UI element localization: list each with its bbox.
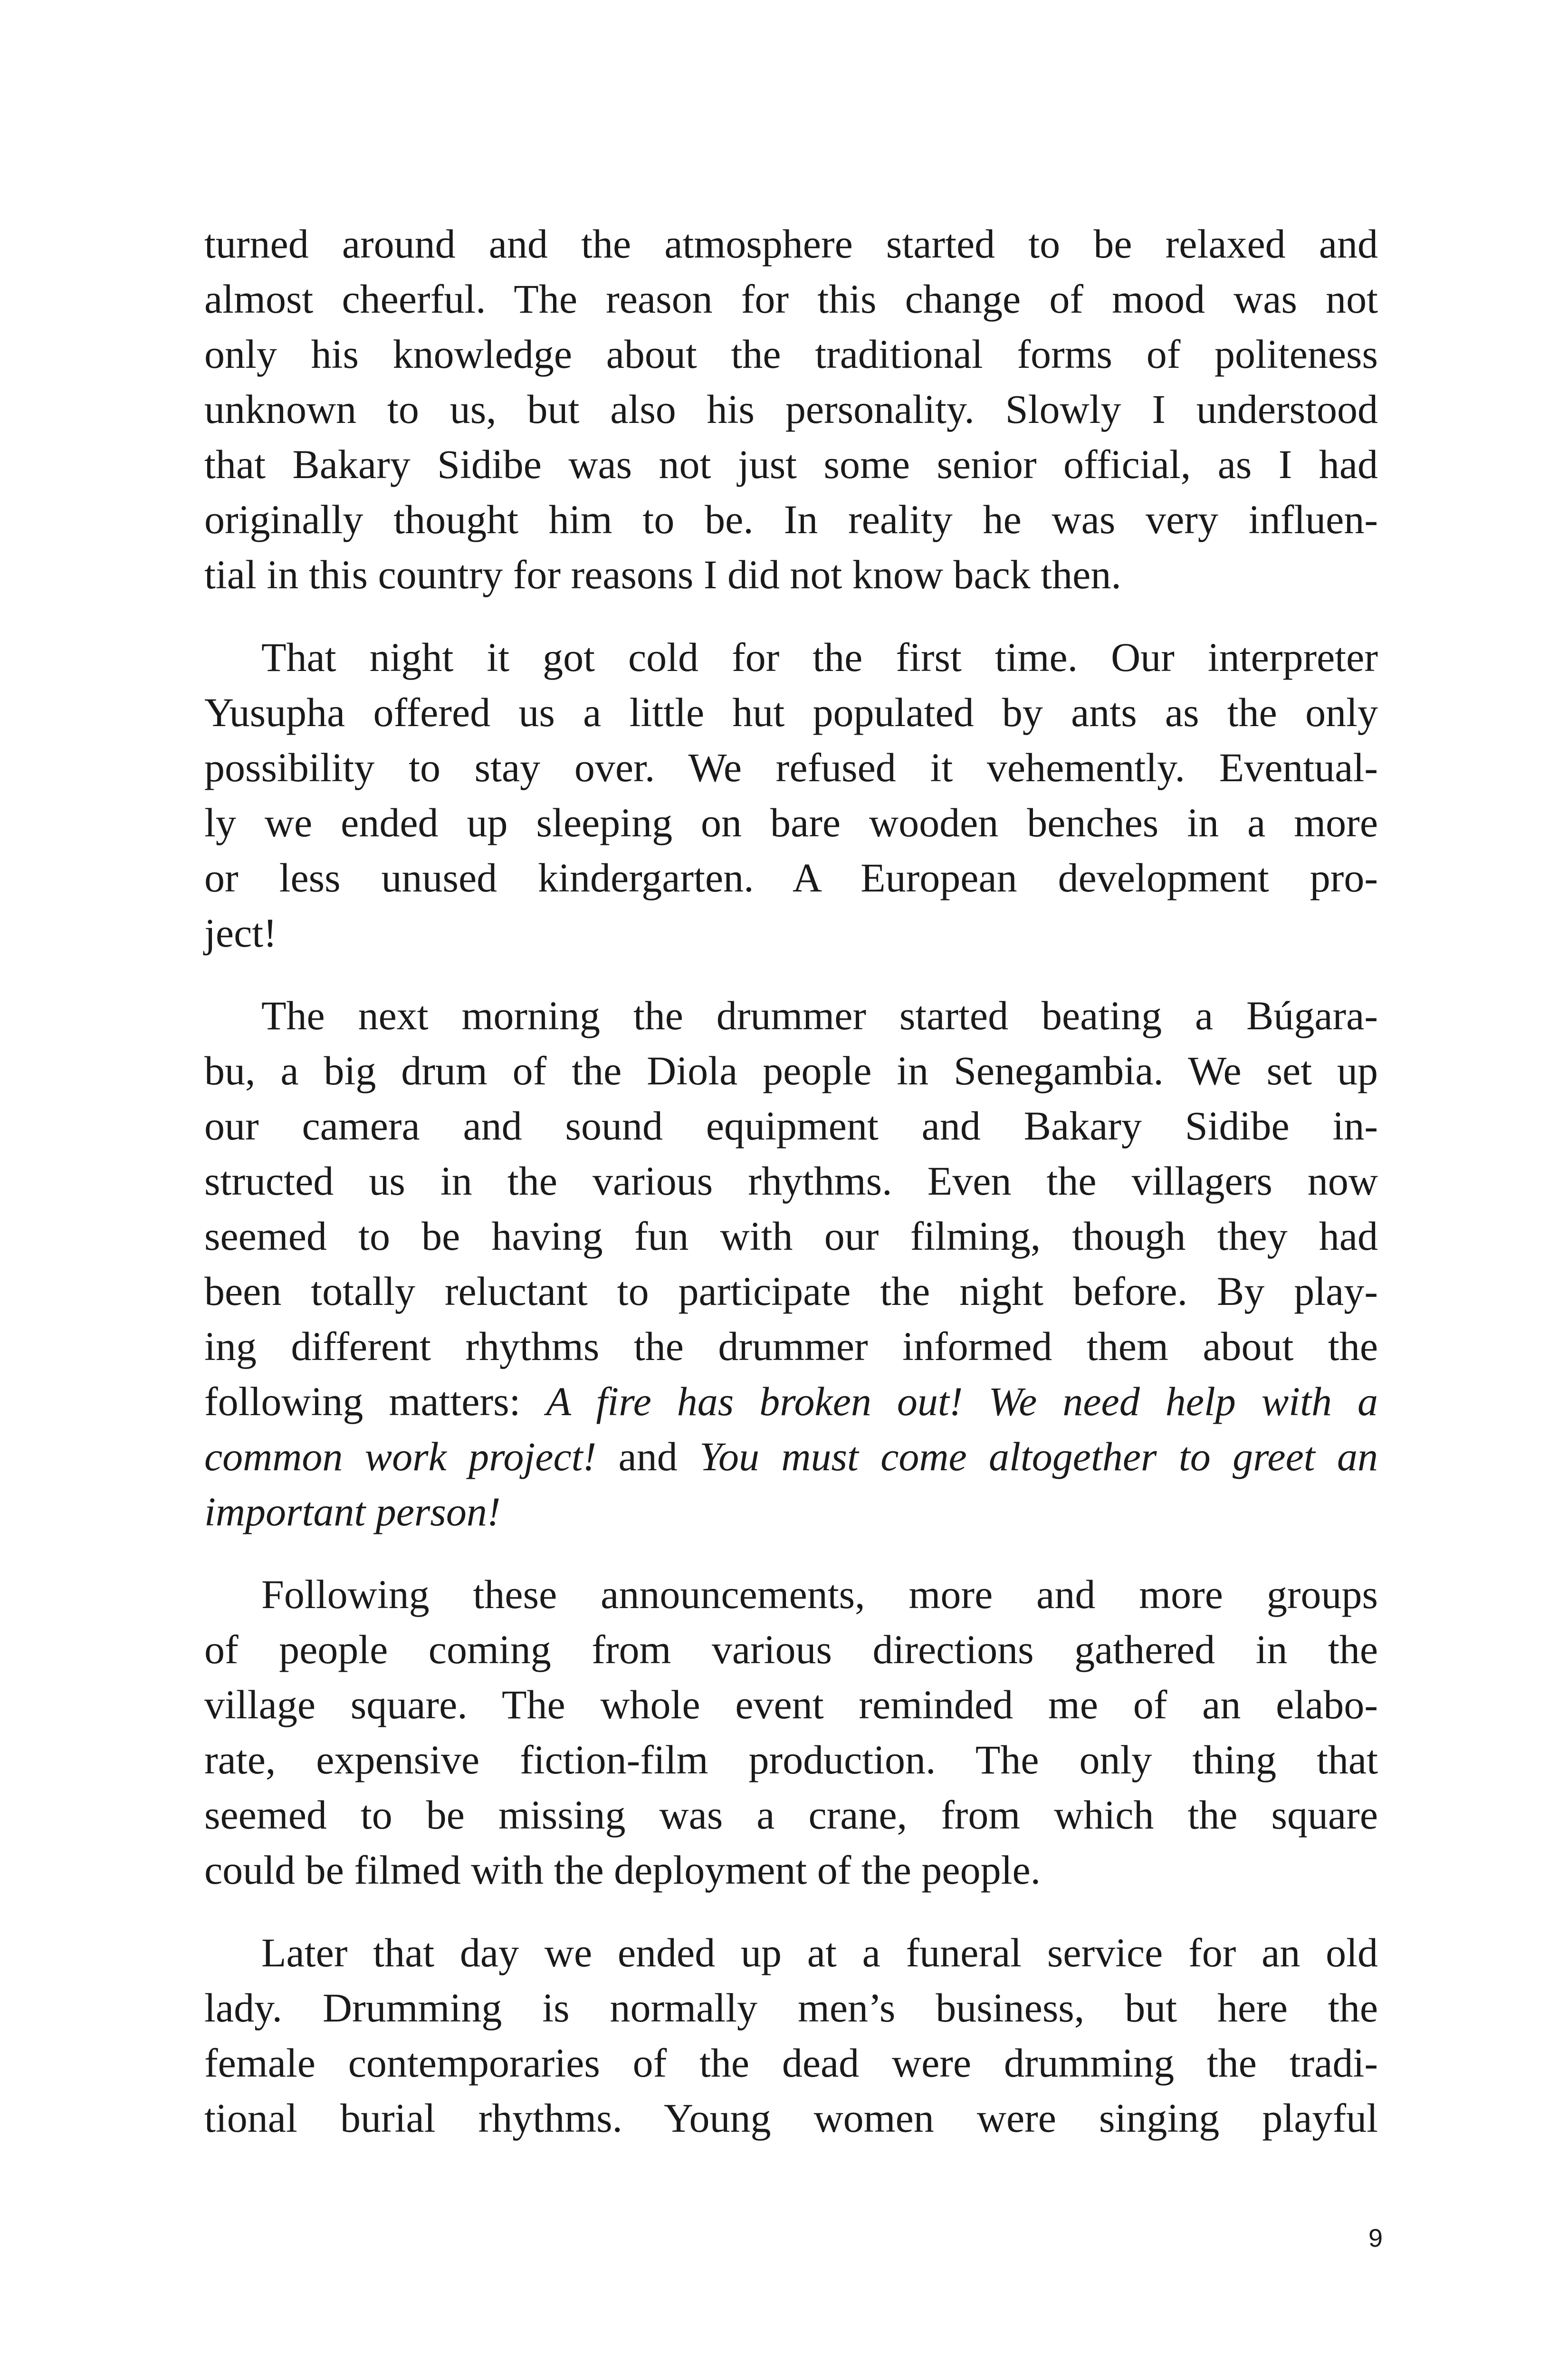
text-line: been totally reluctant to participate the night before. By play- — [204, 1268, 1378, 1314]
text-line: The next morning the drummer started beating a Búgara- — [261, 993, 1378, 1038]
paragraph-1 — [204, 216, 1378, 602]
italic-text: You must come altogether to greet an — [699, 1434, 1378, 1479]
text-line: Later that day we ended up at a funeral service for an old — [261, 1930, 1378, 1975]
text-line: could be filmed with the deployment of the people. — [204, 1847, 1041, 1893]
italic-text: A fire has broken out! We need help with a — [546, 1379, 1378, 1424]
text-line — [204, 1429, 1378, 1484]
text-line: that Bakary Sidibe was not just some senior official, as I had — [204, 441, 1378, 487]
text-line — [204, 1374, 1378, 1429]
text-span: following matters: — [204, 1379, 546, 1424]
text-line: seemed to be missing was a crane, from which the square — [204, 1792, 1378, 1838]
text-line: our camera and sound equipment and Bakary Sidibe in- — [204, 1103, 1378, 1149]
text-line: That night it got cold for the first time. Our interpreter — [261, 634, 1378, 680]
body-text — [204, 216, 1378, 2146]
text-line: turned around and the atmosphere started to be relaxed and — [204, 221, 1378, 267]
text-line: village square. The whole event reminded me of an elabo- — [204, 1682, 1378, 1727]
text-line: Following these announcements, more and more groups — [261, 1571, 1378, 1617]
text-line: tial in this country for reasons I did not know back then. — [204, 552, 1121, 597]
italic-text: important person! — [204, 1489, 501, 1534]
text-line: female contemporaries of the dead were drumming the tradi- — [204, 2040, 1378, 2086]
text-line: rate, expensive fiction-film production. The only thing that — [204, 1737, 1378, 1782]
text-line — [204, 1484, 1378, 1539]
text-line: bu, a big drum of the Diola people in Senegambia. We set up — [204, 1048, 1378, 1093]
paragraph-4 — [204, 1567, 1378, 1897]
text-line: only his knowledge about the traditional forms of politeness — [204, 331, 1378, 377]
text-line: ing different rhythms the drummer informed them about the — [204, 1323, 1378, 1369]
text-line: possibility to stay over. We refused it vehemently. Eventual- — [204, 745, 1378, 790]
text-line: of people coming from various directions gathered in the — [204, 1627, 1378, 1672]
text-line: tional burial rhythms. Young women were singing playful — [204, 2095, 1378, 2141]
text-line: ject! — [204, 910, 277, 956]
text-line: lady. Drumming is normally men’s business, but here the — [204, 1985, 1378, 2031]
text-line: almost cheerful. The reason for this change of mood was not — [204, 276, 1378, 322]
paragraph-2 — [204, 630, 1378, 960]
text-line: unknown to us, but also his personality. Slowly I understood — [204, 386, 1378, 432]
text-line: ly we ended up sleeping on bare wooden benches in a more — [204, 800, 1378, 845]
paragraph-5 — [204, 1925, 1378, 2146]
text-span: and — [596, 1434, 700, 1479]
text-line: or less unused kindergarten. A European development pro- — [204, 855, 1378, 901]
paragraph-3 — [204, 988, 1378, 1539]
text-line: originally thought him to be. In reality he was very influen- — [204, 497, 1378, 542]
text-line: seemed to be having fun with our filming, though they had — [204, 1213, 1378, 1259]
text-line: structed us in the various rhythms. Even the villagers now — [204, 1158, 1378, 1204]
text-line: Yusupha offered us a little hut populated by ants as the only — [204, 690, 1378, 735]
page-number: 9 — [1368, 2224, 1383, 2252]
italic-text: common work project! — [204, 1434, 597, 1479]
